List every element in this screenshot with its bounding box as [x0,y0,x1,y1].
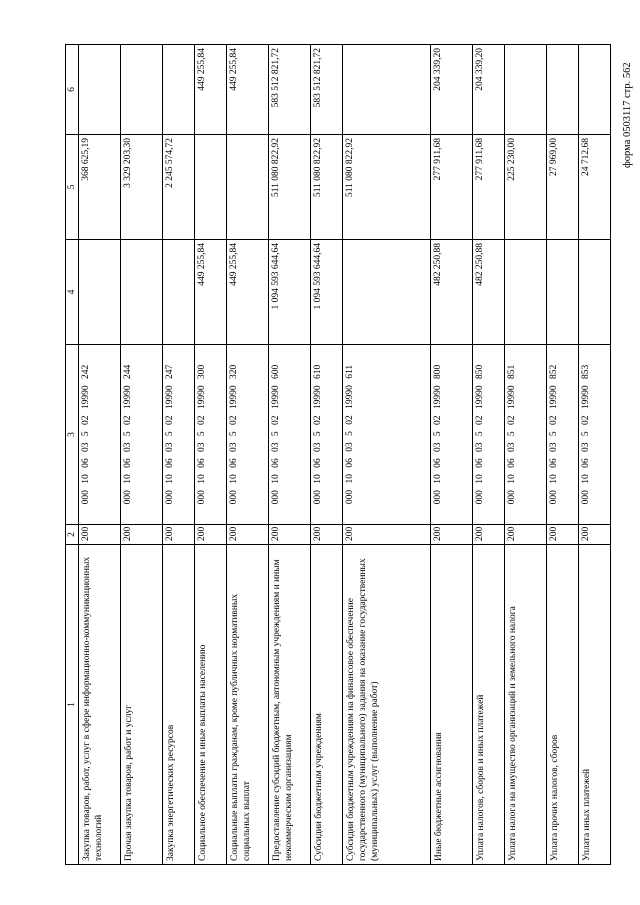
row-approved-cell [547,240,579,345]
row-approved-cell [343,240,431,345]
row-executed-cell: 3 329 203,30 [121,135,163,240]
row-unexecuted-cell [121,45,163,135]
row-name-cell: Закупка энергетических ресурсов [163,545,195,865]
row-budget-code-cell: 000 10 06 03 5 02 19990 247 [163,345,195,525]
table-row [505,45,547,865]
row-name-cell: Социальное обеспечение и иные выплаты населению [195,545,227,865]
row-unexecuted-cell: 583 512 821,72 [269,45,311,135]
row-unexecuted-cell [547,45,579,135]
row-unexecuted-cell: 449 255,84 [195,45,227,135]
row-name-cell: Иные бюджетные ассигнования [431,545,473,865]
row-line-code-cell: 200 [195,525,227,545]
row-line-code-cell: 200 [79,525,121,545]
row-budget-code-cell: 000 10 06 03 5 02 19990 300 [195,345,227,525]
row-budget-code-cell: 000 10 06 03 5 02 19990 600 [269,345,311,525]
row-executed-cell: 511 080 822,92 [269,135,311,240]
row-name-cell: Субсидии бюджетным учреждениям [311,545,343,865]
table-row [121,45,163,865]
row-budget-code-cell: 000 10 06 03 5 02 19990 242 [79,345,121,525]
table-row [163,45,195,865]
row-unexecuted-cell [505,45,547,135]
table-body [79,45,611,865]
column-header: 2 [66,525,79,545]
table-row [195,45,227,865]
row-budget-code-cell: 000 10 06 03 5 02 19990 244 [121,345,163,525]
row-name-cell: Прочая закупка товаров, работ и услуг [121,545,163,865]
row-line-code-cell: 200 [431,525,473,545]
row-name-cell: Уплата налога на имущество организаций и земельного налога [505,545,547,865]
row-unexecuted-cell [579,45,611,135]
row-executed-cell: 277 911,68 [473,135,505,240]
row-executed-cell: 27 969,00 [547,135,579,240]
row-budget-code-cell: 000 10 06 03 5 02 19990 611 [343,345,431,525]
column-header: 4 [66,240,79,345]
row-budget-code-cell: 000 10 06 03 5 02 19990 320 [227,345,269,525]
column-header: 6 [66,45,79,135]
table-row [473,45,505,865]
row-name-cell: Предоставление субсидий бюджетным, автономным учреждениям и иным некоммерческим организациям [269,545,311,865]
row-executed-cell: 2 245 574,72 [163,135,195,240]
table-row [79,45,121,865]
row-executed-cell [195,135,227,240]
row-unexecuted-cell: 449 255,84 [227,45,269,135]
row-executed-cell [227,135,269,240]
row-name-cell: Закупка товаров, работ, услуг в сфере информационно-коммуникационных технологий [79,545,121,865]
row-executed-cell: 24 712,68 [579,135,611,240]
row-executed-cell: 277 911,68 [431,135,473,240]
row-name-cell: Социальные выплаты гражданам, кроме публичных нормативных социальных выплат [227,545,269,865]
row-name-cell: Уплата налогов, сборов и иных платежей [473,545,505,865]
row-executed-cell: 511 080 822,92 [311,135,343,240]
row-unexecuted-cell [79,45,121,135]
row-approved-cell [579,240,611,345]
row-unexecuted-cell: 204 339,20 [473,45,505,135]
table-row [311,45,343,865]
row-line-code-cell: 200 [121,525,163,545]
form-number-label: форма 0503117 стр. 562 [622,62,633,168]
table-row [269,45,311,865]
column-header: 1 [66,545,79,865]
row-approved-cell [505,240,547,345]
column-header: 3 [66,345,79,525]
column-header: 5 [66,135,79,240]
report-table-container [65,45,610,865]
row-unexecuted-cell [163,45,195,135]
table-row [579,45,611,865]
row-line-code-cell: 200 [269,525,311,545]
row-executed-cell: 225 230,00 [505,135,547,240]
row-budget-code-cell: 000 10 06 03 5 02 19990 852 [547,345,579,525]
row-line-code-cell: 200 [547,525,579,545]
row-name-cell: Субсидии бюджетным учреждениям на финансовое обеспечение государственного (муниципального) задания на оказание государственных (муниципальных) услуг (выполнение работ) [343,545,431,865]
row-approved-cell: 482 250,88 [431,240,473,345]
row-line-code-cell: 200 [227,525,269,545]
row-line-code-cell: 200 [473,525,505,545]
row-budget-code-cell: 000 10 06 03 5 02 19990 850 [473,345,505,525]
row-approved-cell [121,240,163,345]
row-name-cell: Уплата прочих налогов, сборов [547,545,579,865]
row-approved-cell: 1 094 593 644,64 [269,240,311,345]
row-approved-cell: 1 094 593 644,64 [311,240,343,345]
row-unexecuted-cell: 583 512 821,72 [311,45,343,135]
row-unexecuted-cell [343,45,431,135]
row-budget-code-cell: 000 10 06 03 5 02 19990 851 [505,345,547,525]
table-row [547,45,579,865]
table-header-row [66,45,79,865]
row-name-cell: Уплата иных платежей [579,545,611,865]
row-line-code-cell: 200 [163,525,195,545]
row-unexecuted-cell: 204 339,20 [431,45,473,135]
row-line-code-cell: 200 [343,525,431,545]
row-approved-cell: 449 255,84 [227,240,269,345]
row-budget-code-cell: 000 10 06 03 5 02 19990 610 [311,345,343,525]
row-line-code-cell: 200 [311,525,343,545]
row-executed-cell: 368 625,19 [79,135,121,240]
row-budget-code-cell: 000 10 06 03 5 02 19990 800 [431,345,473,525]
table-row [431,45,473,865]
row-budget-code-cell: 000 10 06 03 5 02 19990 853 [579,345,611,525]
row-approved-cell: 482 250,88 [473,240,505,345]
row-line-code-cell: 200 [505,525,547,545]
table-row [227,45,269,865]
expenses-table [65,44,611,865]
row-executed-cell: 511 080 822,92 [343,135,431,240]
row-line-code-cell: 200 [579,525,611,545]
row-approved-cell: 449 255,84 [195,240,227,345]
row-approved-cell [79,240,121,345]
table-row [343,45,431,865]
row-approved-cell [163,240,195,345]
